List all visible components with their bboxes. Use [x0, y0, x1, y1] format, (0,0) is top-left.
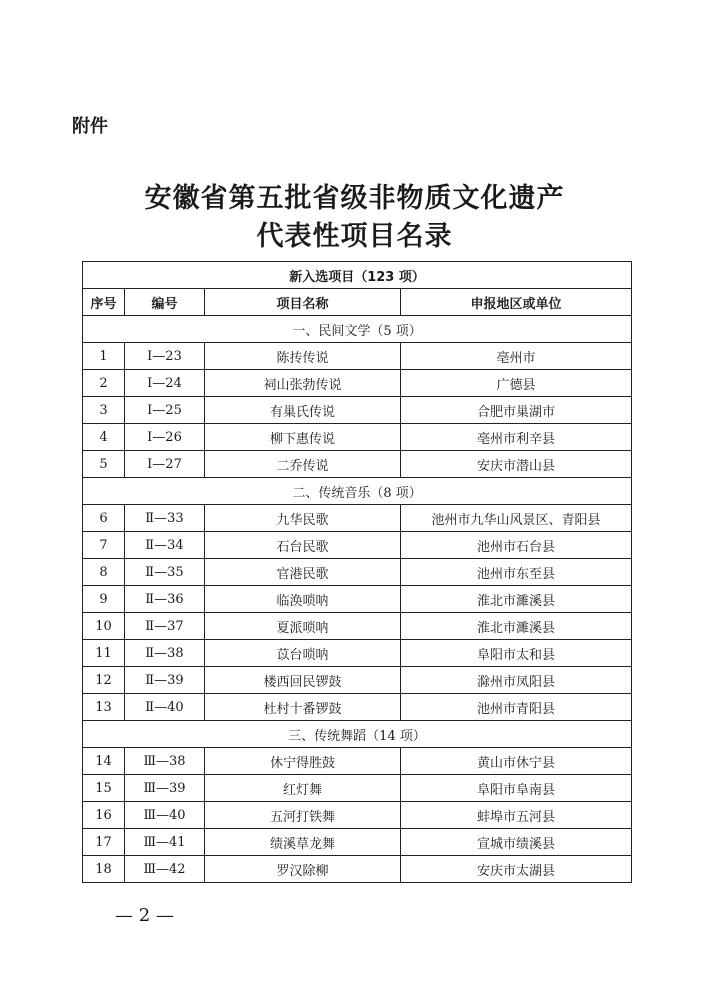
- cell-code: Ⅰ—27: [125, 451, 205, 478]
- cell-seq: 17: [83, 829, 125, 856]
- cell-region: 阜阳市阜南县: [401, 775, 632, 802]
- banner-row: [83, 262, 632, 289]
- column-header-region: 申报地区或单位: [401, 289, 632, 316]
- cell-region: 蚌埠市五河县: [401, 802, 632, 829]
- cell-code: Ⅱ—35: [125, 559, 205, 586]
- attachment-label: 附件: [72, 116, 108, 137]
- cell-seq: 4: [83, 424, 125, 451]
- cell-code: Ⅲ—38: [125, 748, 205, 775]
- cell-code: Ⅱ—40: [125, 694, 205, 721]
- section-title: 二、传统音乐（8 项）: [83, 478, 632, 505]
- table-row: [83, 370, 632, 397]
- cell-region: 阜阳市太和县: [401, 640, 632, 667]
- cell-name: 石台民歌: [205, 532, 401, 559]
- page-number: — 2 —: [115, 905, 174, 926]
- cell-name: 苡台唢呐: [205, 640, 401, 667]
- cell-name: 祠山张勃传说: [205, 370, 401, 397]
- cell-seq: 11: [83, 640, 125, 667]
- cell-name: 陈抟传说: [205, 343, 401, 370]
- cell-code: Ⅱ—34: [125, 532, 205, 559]
- cell-region: 安庆市太湖县: [401, 856, 632, 883]
- cell-region: 宣城市绩溪县: [401, 829, 632, 856]
- cell-region: 合肥市巢湖市: [401, 397, 632, 424]
- table-row: [83, 451, 632, 478]
- document-title-line2: 代表性项目名录: [256, 221, 453, 252]
- cell-seq: 3: [83, 397, 125, 424]
- section-title: 三、传统舞蹈（14 项）: [83, 721, 632, 748]
- column-header-code: 编号: [125, 289, 205, 316]
- table-row: [83, 856, 632, 883]
- cell-code: Ⅱ—36: [125, 586, 205, 613]
- table-row: [83, 559, 632, 586]
- cell-name: 休宁得胜鼓: [205, 748, 401, 775]
- table-row: [83, 775, 632, 802]
- cell-seq: 6: [83, 505, 125, 532]
- table-row: [83, 667, 632, 694]
- cell-name: 杜村十番锣鼓: [205, 694, 401, 721]
- cell-code: Ⅲ—42: [125, 856, 205, 883]
- cell-seq: 8: [83, 559, 125, 586]
- table-row: [83, 694, 632, 721]
- cell-seq: 14: [83, 748, 125, 775]
- cell-name: 临涣唢呐: [205, 586, 401, 613]
- table-banner: 新入选项目（123 项）: [83, 262, 632, 289]
- table-row: [83, 397, 632, 424]
- cell-code: Ⅲ—39: [125, 775, 205, 802]
- table-row: [83, 343, 632, 370]
- table-row: [83, 532, 632, 559]
- section-row: [83, 316, 632, 343]
- cell-seq: 7: [83, 532, 125, 559]
- cell-seq: 5: [83, 451, 125, 478]
- cell-name: 九华民歌: [205, 505, 401, 532]
- cell-name: 绩溪草龙舞: [205, 829, 401, 856]
- table-row: [83, 802, 632, 829]
- table-row: [83, 613, 632, 640]
- cell-seq: 10: [83, 613, 125, 640]
- section-title: 一、民间文学（5 项）: [83, 316, 632, 343]
- cell-region: 池州市九华山风景区、青阳县: [401, 505, 632, 532]
- cell-seq: 13: [83, 694, 125, 721]
- cell-code: Ⅰ—26: [125, 424, 205, 451]
- cell-region: 池州市东至县: [401, 559, 632, 586]
- cell-seq: 2: [83, 370, 125, 397]
- cell-seq: 18: [83, 856, 125, 883]
- section-row: [83, 478, 632, 505]
- cell-region: 池州市石台县: [401, 532, 632, 559]
- cell-region: 亳州市利辛县: [401, 424, 632, 451]
- cell-code: Ⅰ—24: [125, 370, 205, 397]
- table-row: [83, 640, 632, 667]
- cell-code: Ⅱ—39: [125, 667, 205, 694]
- cell-code: Ⅱ—38: [125, 640, 205, 667]
- heritage-list-table: [82, 261, 632, 883]
- section-row: [83, 721, 632, 748]
- table-row: [83, 505, 632, 532]
- table-row: [83, 829, 632, 856]
- cell-code: Ⅱ—37: [125, 613, 205, 640]
- cell-name: 夏派唢呐: [205, 613, 401, 640]
- cell-seq: 9: [83, 586, 125, 613]
- cell-region: 淮北市濉溪县: [401, 586, 632, 613]
- cell-seq: 12: [83, 667, 125, 694]
- cell-name: 柳下惠传说: [205, 424, 401, 451]
- cell-name: 有巢氏传说: [205, 397, 401, 424]
- table-row: [83, 748, 632, 775]
- cell-seq: 15: [83, 775, 125, 802]
- header-row: [83, 289, 632, 316]
- cell-seq: 16: [83, 802, 125, 829]
- cell-region: 黄山市休宁县: [401, 748, 632, 775]
- table-row: [83, 586, 632, 613]
- column-header-name: 项目名称: [205, 289, 401, 316]
- cell-region: 淮北市濉溪县: [401, 613, 632, 640]
- cell-code: Ⅱ—33: [125, 505, 205, 532]
- document-title-line1: 安徽省第五批省级非物质文化遗产: [144, 183, 565, 214]
- cell-region: 安庆市潜山县: [401, 451, 632, 478]
- cell-name: 罗汉除柳: [205, 856, 401, 883]
- cell-region: 广德县: [401, 370, 632, 397]
- cell-seq: 1: [83, 343, 125, 370]
- cell-name: 红灯舞: [205, 775, 401, 802]
- cell-region: 池州市青阳县: [401, 694, 632, 721]
- cell-name: 二乔传说: [205, 451, 401, 478]
- column-header-seq: 序号: [83, 289, 125, 316]
- cell-code: Ⅲ—40: [125, 802, 205, 829]
- table-row: [83, 424, 632, 451]
- cell-name: 官港民歌: [205, 559, 401, 586]
- cell-name: 五河打铁舞: [205, 802, 401, 829]
- cell-code: Ⅲ—41: [125, 829, 205, 856]
- cell-region: 亳州市: [401, 343, 632, 370]
- cell-code: Ⅰ—25: [125, 397, 205, 424]
- cell-code: Ⅰ—23: [125, 343, 205, 370]
- cell-name: 楼西回民锣鼓: [205, 667, 401, 694]
- cell-region: 滁州市凤阳县: [401, 667, 632, 694]
